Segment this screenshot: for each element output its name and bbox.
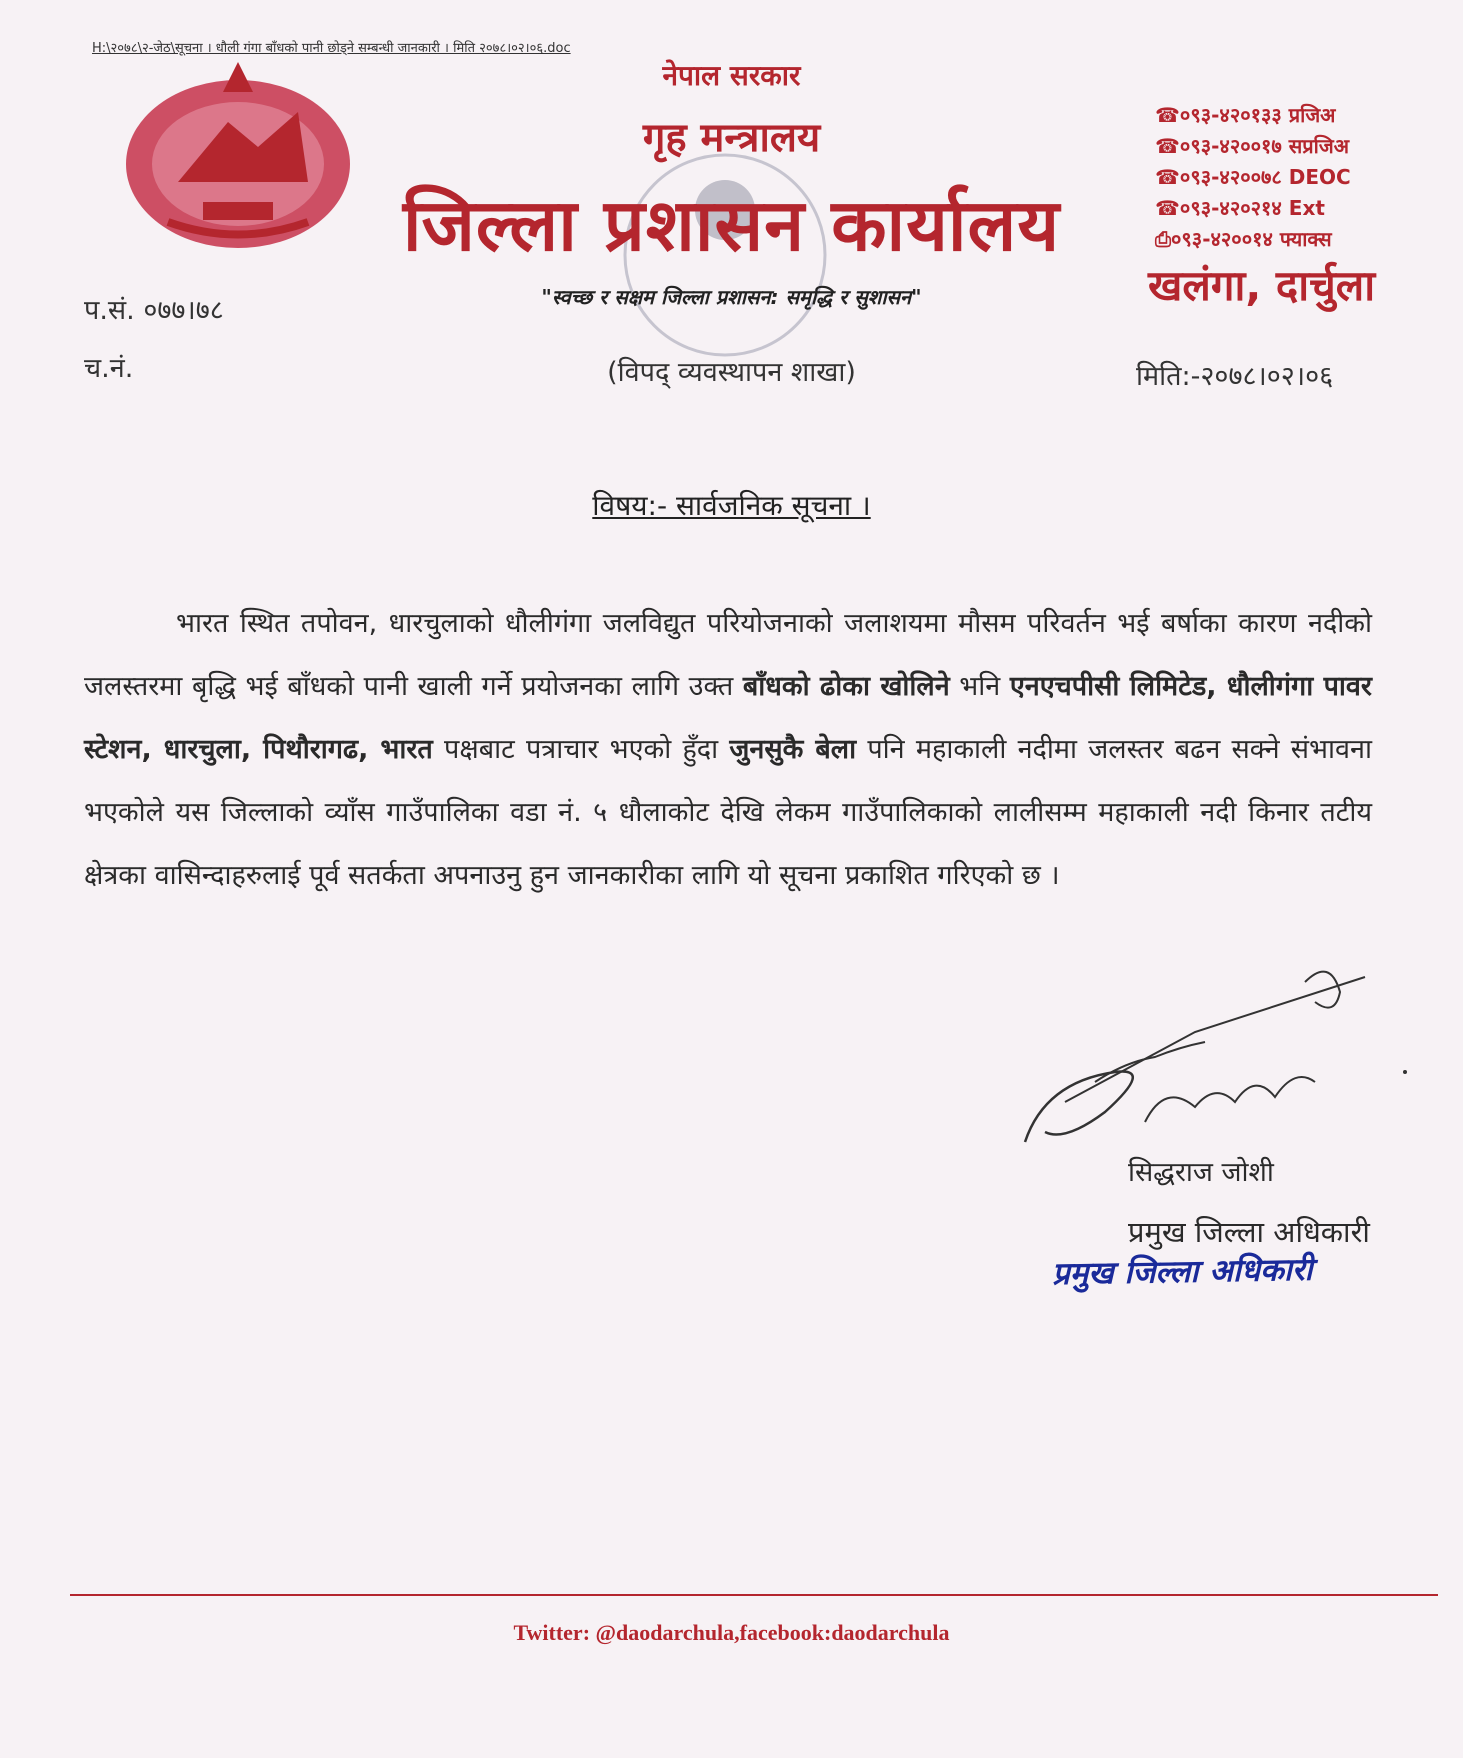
phone-icon: ☎ [1155, 196, 1180, 220]
contact-list [1155, 100, 1351, 255]
contact-item: ☎०९३-४२०१३३ प्रजिअ [1155, 103, 1336, 127]
reference-number: प.सं. ०७७।७८ [84, 295, 224, 326]
office-location: खलंगा, दार्चुला [1148, 261, 1376, 310]
phone-icon: ☎ [1155, 165, 1180, 189]
office-motto: "स्वच्छ र सक्षम जिल्ला प्रशासन: समृद्धि र सुशासन" [541, 285, 922, 309]
file-path: H:\२०७८\२-जेठ\सूचना । धौली गंगा बाँधको पानी छोड्ने सम्बन्धी जानकारी । मिति २०७८।०२।०६.doc [92, 41, 571, 56]
contact-item: ☎०९३-४२००७८ DEOC [1155, 165, 1351, 189]
office-title: जिल्ला प्रशासन कार्यालय [402, 183, 1061, 267]
dispatch-number: च.नं. [84, 353, 134, 384]
phone-icon: ☎ [1155, 103, 1180, 127]
ministry-title: गृह मन्त्रालय [642, 115, 821, 161]
contact-item: ☎०९३-४२००१७ सप्रजिअ [1155, 134, 1349, 158]
footer-divider [70, 1594, 1438, 1596]
letter-date: मिति:-२०७८।०२।०६ [1136, 361, 1334, 392]
branch-name: (विपद् व्यवस्थापन शाखा) [607, 357, 856, 388]
fax-icon: ⎙ [1155, 227, 1171, 251]
handwritten-signature [1005, 962, 1425, 1172]
designation-seal: प्रमुख जिल्ला अधिकारी [1051, 1251, 1313, 1293]
phone-icon: ☎ [1155, 134, 1180, 158]
contact-item: ⎙०९३-४२००१४ फ्याक्स [1155, 227, 1332, 251]
subject-line: विषय:- सार्वजनिक सूचना । [592, 489, 871, 522]
notice-body: भारत स्थित तपोवन, धारचुलाको धौलीगंगा जलविद्युत परियोजनाको जलाशयमा मौसम परिवर्तन भई बर्षाका कारण नदीको जलस्तरमा बृद्धि भई बाँधको पानी खाली गर्ने प्रयोजनका लागि उक्त बाँधको ढोका खोलिने भनि एनएचपीसी लिमिटेड, धौलीगंगा पावर स्टेशन, धारचुला, पिथौरागढ, भारत पक्षबाट पत्राचार भएको हुँदा जुनसुकै बेला पनि महाकाली नदीमा जलस्तर बढन सक्ने संभावना भएकोले यस जिल्लाको व्याँस गाउँपालिका वडा नं. ५ धौलाकोट देखि लेकम गाउँपालिकाको लालीसम्म महाकाली नदी किनार तटीय क्षेत्रका वासिन्दाहरुलाई पूर्व सतर्कता अपनाउनु हुन जानकारीका लागि यो सूचना प्रकाशित गरिएको छ । [84, 608, 1373, 891]
contact-item: ☎०९३-४२०२१४ Ext [1155, 196, 1325, 220]
government-title: नेपाल सरकार [662, 59, 801, 92]
social-handles: Twitter: @daodarchula,facebook:daodarchula [513, 1620, 950, 1645]
